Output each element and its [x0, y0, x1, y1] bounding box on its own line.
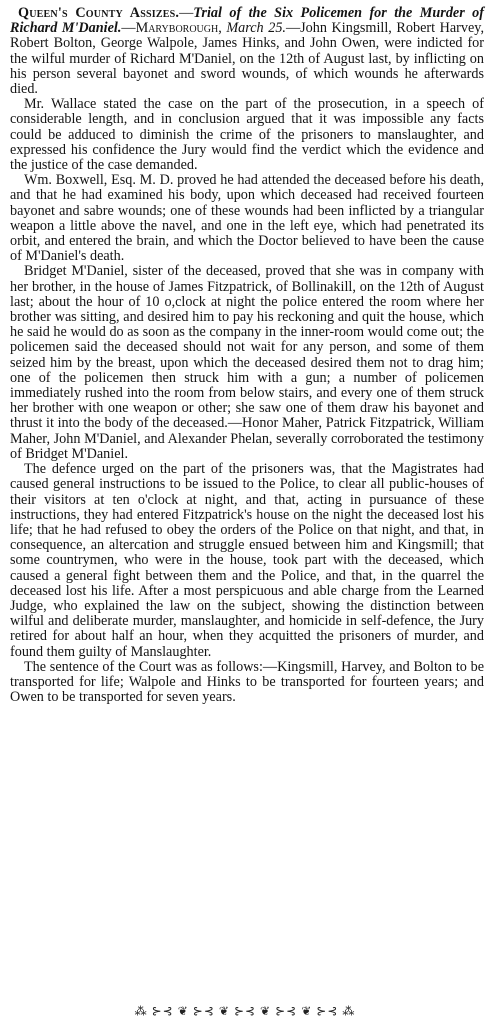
dateline-place: Maryborough,: [135, 20, 222, 37]
paragraph-prosecution: Mr. Wallace stated the case on the part of the prosecution, in a speech of considerable length, and in conclusion argued that it was impossible any facts could be adduced to diminish the crime of the prisoners to manslaughter, and expressed his confidence the Jury would find the verdict which the evidence and the justice of the case demanded.: [10, 96, 484, 174]
paragraph-witness-testimony: Bridget M'Daniel, sister of the deceased, proved that she was in company with her brother, in the house of James Fitzpatrick, of Bollinakill, on the 12th of August last; about the hour of 10 o,clock at night the police entered the room where her brother was sitting, and desired him to pay his reckoning and quit the house, which he said he would do as soon as the company in the inner-room would come out; the policemen said the deceased should not wait for any person, and some of them seized him by the breast, upon which the deceased desired them not to drag him; one of the policemen then struck him with a gun; a number of policemen immediately rushed into the room from below stairs, and every one of them struck her brother with one weapon or other; she saw one of them draw his bayonet and thrust it into the body of the deceased.—Honor Maher, Patrick Fitzpatrick, William Maher, John M'Daniel, and Alexander Phelan, severally corroborated the testimony of Bridget M'Daniel.: [10, 263, 484, 462]
paragraph-sentence: The sentence of the Court was as follows:—Kingsmill, Harvey, and Bolton to be transported for life; Walpole and Hinks to be transported for fourteen years; and Owen to be transported for seven years.: [10, 658, 484, 706]
subheadline: Trial of the Six Policemen for the Murder of Richard M'Daniel.: [10, 5, 484, 37]
paragraph-defence-and-verdict: The defence urged on the part of the prisoners was, that the Magistrates had caused general instructions to be issued to the Police, to clear all public-houses of their visitors at ten o'clock at night, and that, acting in pursuance of these instructions, they had entered Fitzpatrick's house on the night the deceased lost his life; that he had refused to obey the orders of the Police on that night, and that, in consequence, an altercation and struggle ensued between him and Kingsmill; that some countrymen, who were in the house, took part with the deceased, which caused a general fight between them and the Police, and that, in the quarrel the deceased lost his life. After a most perspicuous and able charge from the Learned Judge, who explained the law on the subject, showing the distinction between wilful and deliberate murder, manslaughter, and homicide in self-defence, the Jury retired for about half an hour, when they acquitted the prisoners of murder, and found them guilty of Manslaughter.: [10, 461, 484, 660]
paragraph-indictment: John Kingsmill, Robert Harvey, Robert Bolton, George Walpole, James Hinks, and John Owen, were indicted for the wilful murder of Richard M'Daniel, on the 12th of August last, by inflicting on his person several bayonet and sword wounds, of which wounds he afterwards died.: [10, 20, 484, 98]
article-lead-paragraph: Queen's County Assizes.—Trial of the Six Policemen for the Murder of Richard M'Daniel.—Maryborough, March 25.—John Kingsmill, Robert Harvey, Robert Bolton, George Walpole, James Hinks, and John Owen, were indicted for the wilful murder of Richard M'Daniel, on the 12th of August last, by inflicting on his person several bayonet and sword wounds, of which wounds he afterwards died.: [10, 5, 484, 98]
dateline-date: March 25.: [226, 20, 286, 37]
ornamental-divider-rule: ⁂ ⊱⊰ ❦ ⊱⊰ ❦ ⊱⊰ ❦ ⊱⊰ ❦ ⊱⊰ ⁂: [134, 1005, 356, 1017]
paragraph-medical-evidence: Wm. Boxwell, Esq. M. D. proved he had attended the deceased before his death, and that he had examined his body, upon which deceased had received fourteen bayonet and sabre wounds; one of these wounds had been inflicted by a triangular weapon a little above the navel, and one in the left eye, which had penetrated its orbit, and entered the brain, and which the Doctor believed to have been the cause of M'Daniel's death.: [10, 172, 484, 265]
headline: Queen's County Assizes.: [18, 5, 180, 21]
